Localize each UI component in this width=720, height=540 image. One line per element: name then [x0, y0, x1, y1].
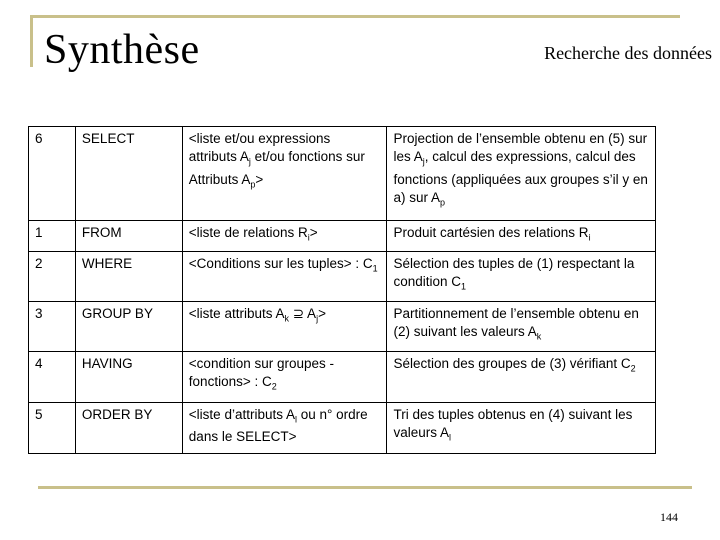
cell-text: <liste d’attributs A	[188, 406, 295, 422]
table-row	[29, 402, 656, 453]
clause-cell: GROUP BY	[75, 301, 182, 351]
cell-text: Sélection des tuples de (1) respectant la condition C	[393, 255, 635, 289]
left-decoration-line	[30, 15, 33, 67]
cell-text: <liste de relations R	[188, 225, 308, 240]
subscript-text: p	[439, 197, 445, 208]
clause-cell: HAVING	[75, 351, 182, 402]
syntax-cell	[182, 251, 387, 301]
step-number-cell: 2	[29, 251, 76, 301]
syntax-cell	[182, 221, 387, 252]
subscript-text: k	[284, 313, 289, 324]
table-row	[29, 301, 656, 351]
meaning-cell	[387, 301, 656, 351]
clause-cell: ORDER BY	[75, 402, 182, 453]
clause-cell: WHERE	[75, 251, 182, 301]
subscript-text: i	[307, 232, 310, 243]
subscript-text: l	[448, 432, 451, 443]
subscript-text: l	[294, 414, 297, 425]
cell-text: et/ou fonctions sur Attributs A	[188, 149, 365, 187]
cell-text: <liste attributs A	[188, 305, 285, 321]
step-number-cell: 5	[29, 402, 76, 453]
subscript-text: i	[588, 232, 591, 243]
cell-text: Tri des tuples obtenus en (4) suivant les valeurs A	[393, 406, 633, 440]
cell-text: , calcul des expressions, calcul des fonctions (appliquées aux groupes s’il y en a) sur A	[393, 149, 648, 205]
step-number-cell: 1	[29, 221, 76, 252]
subscript-text: p	[250, 179, 256, 190]
subscript-text: 2	[271, 381, 277, 392]
subscript-text: k	[536, 331, 542, 342]
syntax-cell	[182, 402, 387, 453]
table-row	[29, 351, 656, 402]
cell-text: Sélection des groupes de (3) vérifiant C	[393, 355, 631, 371]
subscript-text: j	[316, 313, 319, 324]
cell-text: Partitionnement de l’ensemble obtenu en (2) suivant les valeurs A	[393, 305, 639, 339]
bottom-decoration-line	[38, 486, 692, 489]
meaning-cell	[387, 127, 656, 221]
table-row	[29, 127, 656, 221]
table-body	[29, 127, 656, 454]
top-decoration-line	[30, 15, 680, 18]
cell-text: ⊇ A	[288, 305, 317, 321]
syntax-cell	[182, 301, 387, 351]
subscript-text: j	[248, 156, 251, 167]
subscript-text: 2	[630, 363, 636, 374]
syntax-cell	[182, 127, 387, 221]
cell-text: Produit cartésien des relations R	[393, 225, 589, 240]
page-number: 144	[660, 510, 678, 524]
cell-text: >	[309, 225, 318, 240]
cell-text: <condition sur groupes - fonctions> : C	[188, 355, 335, 389]
meaning-cell	[387, 221, 656, 252]
clause-cell: SELECT	[75, 127, 182, 221]
cell-text: >	[255, 171, 264, 187]
meaning-cell	[387, 402, 656, 453]
subscript-text: 1	[461, 281, 467, 292]
cell-text: <Conditions sur les tuples> : C	[188, 255, 373, 271]
cell-text: <liste et/ou expressions attributs A	[188, 131, 331, 164]
step-number-cell: 6	[29, 127, 76, 221]
cell-text: Projection de l’ensemble obtenu en (5) sur les A	[393, 131, 648, 164]
subscript-text: 1	[372, 263, 378, 274]
meaning-cell	[387, 351, 656, 402]
sql-clauses-table	[28, 126, 656, 454]
cell-text: >	[318, 305, 326, 321]
clause-cell: FROM	[75, 221, 182, 252]
table-row	[29, 221, 656, 252]
meaning-cell	[387, 251, 656, 301]
subscript-text: j	[422, 156, 425, 167]
table-row	[29, 251, 656, 301]
slide-title: Synthèse	[44, 27, 200, 73]
slide-subtitle: Recherche des données	[544, 43, 712, 63]
step-number-cell: 4	[29, 351, 76, 402]
cell-text: ou n° ordre dans le SELECT>	[188, 406, 368, 445]
syntax-cell	[182, 351, 387, 402]
step-number-cell: 3	[29, 301, 76, 351]
